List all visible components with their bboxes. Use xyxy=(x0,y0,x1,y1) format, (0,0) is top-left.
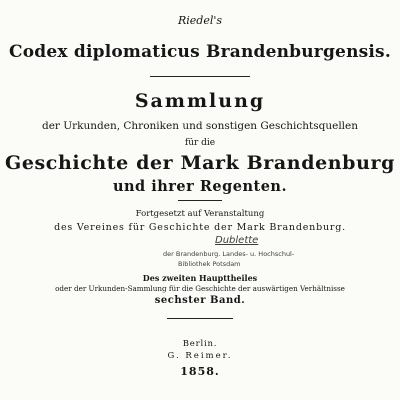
subject-subtitle: und ihrer Regenten. xyxy=(112,178,288,195)
collection-heading: Sammlung xyxy=(134,90,266,112)
continued-note: Fortgesetzt auf Veranstaltung xyxy=(135,209,265,219)
author-label: Riedel's xyxy=(177,14,223,27)
society-line: des Vereines für Geschichte der Mark Brandenburg. xyxy=(54,222,346,233)
stamp-library-place: Bibliothek Potsdam xyxy=(178,260,241,268)
subtitle-line: der Urkunden, Chroniken und sonstigen Geschichtsquellen xyxy=(41,120,359,132)
publication-city: Berlin. xyxy=(182,339,218,349)
main-title: Codex diplomaticus Brandenburgensis. xyxy=(9,42,391,62)
subject-divider xyxy=(178,200,222,201)
stamp-library-line: der Brandenburg. Landes- u. Hochschul- xyxy=(163,250,295,258)
part-heading: Des zweiten Haupttheiles xyxy=(142,273,258,283)
stamp-duplicate: Dublette xyxy=(215,235,259,246)
publication-year: 1858. xyxy=(180,365,220,378)
part-description: oder der Urkunden-Sammlung für die Geschichte der auswärtigen Verhältnisse xyxy=(55,284,345,293)
publisher-name: G. Reimer. xyxy=(167,351,233,361)
title-divider xyxy=(150,76,250,77)
subtitle-connector: für die xyxy=(184,138,216,148)
subject-title: Geschichte der Mark Brandenburg xyxy=(5,152,395,174)
imprint-divider xyxy=(167,318,233,319)
volume-line: sechster Band. xyxy=(154,295,246,306)
